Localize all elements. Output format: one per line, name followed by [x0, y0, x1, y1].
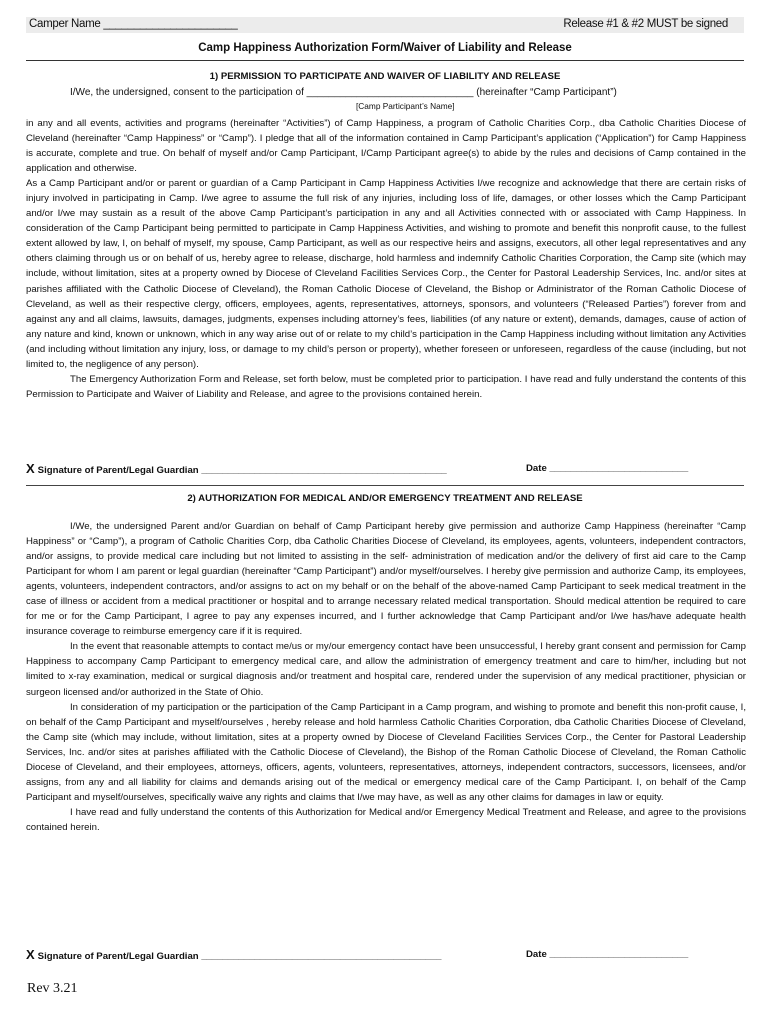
section2-signature-row	[26, 947, 746, 962]
section1-date-field[interactable]: Date __________________________	[526, 463, 689, 474]
section1-signature-row	[26, 461, 746, 476]
signature-x-mark: X	[26, 947, 35, 962]
form-title: Camp Happiness Authorization Form/Waiver of Liability and Release	[198, 42, 572, 54]
camper-name-field[interactable]: Camper Name ______________________	[29, 18, 238, 30]
section2-heading: 2) AUTHORIZATION FOR MEDICAL AND/OR EMERGENCY TREATMENT AND RELEASE	[187, 493, 583, 504]
section2-body	[26, 519, 746, 835]
section1-heading: 1) PERMISSION TO PARTICIPATE AND WAIVER OF LIABILITY AND RELEASE	[209, 71, 561, 82]
section2-paragraph-3: In consideration of my participation or the participation of the Camp Participant in a Camp program, and wishing to promote and benefit this non-profit cause, I, on behalf of the Camp Participant and myself/ourselves , hereby release and hold harmless Catholic Charities Corporation, dba Catholic Charities Diocese of Cleveland, the Camp site (which may include, without limitation, sites at a property owned by Diocese of Cleveland Facilities Services Corp., the Center for Pastoral Leadership Services, Inc. and/or sites at parishes affiliated with the Catholic Diocese of Cleveland), the Bishop of the Roman Catholic Diocese of Cleveland, the Roman Catholic Diocese of Cleveland, and their employees, attorneys, officers, agents, volunteers, representatives, attorneys, independent contractors, successors, licensees, and/or assigns, from any and all liability for claims and demands arising out of the medical or emergency medical care of the Camp Participant. I, on behalf of the Camp Participant and myself/ourselves, specifically waive any rights and claims that I/we may have, as well as any other claims for damages in law or equity.	[26, 701, 746, 803]
section1-paragraph-3: The Emergency Authorization Form and Release, set forth below, must be completed prior to participation. I have read and fully understand the contents of this Permission to Participate and Waiver of Liability and Release, and agree to the provisions contained herein.	[26, 373, 746, 400]
section1-signature-field[interactable]: Signature of Parent/Legal Guardian ______________________________________________	[37, 465, 447, 476]
participant-name-caption: [Camp Participant’s Name]	[356, 101, 455, 111]
title-divider	[26, 60, 744, 61]
section-divider	[26, 485, 744, 486]
participant-name-field[interactable]: I/We, the undersigned, consent to the participation of ______________________________ (hereinafter “Camp Participant”)	[70, 87, 617, 98]
section2-paragraph-1: I/We, the undersigned Parent and/or Guardian on behalf of Camp Participant hereby give permission and authorize Camp Happiness (hereinafter “Camp Happiness” or “Camp”), a program of Catholic Charities Corp, dba Catholic Charities Diocese of Cleveland, its employees, agents, volunteers, independent contractors, and/or assigns, to provide medical care including but not limited to assisting in the self- administration of medication and/or the delivery of first aid care to the Camp Participant for whom I am parent or legal guardian (hereinafter “Camp Participant”) and/or myself/ourselves. I hereby give permission and authorize Camp, its employees, agents, volunteers, independent contractors, and/or assigns to act on my behalf or on the behalf of the above-named Camp Participant to seek medical treatment in the case of illness or accident from a medical practitioner or hospital and to arrange necessary related medical transportation. Should medical attention be required to care for me or for the Camp Participant, I agree to pay any expenses incurred, and I further acknowledge that Camp Participant and/or I/we has/have adequate health insurance coverage to reimburse emergency care if it is required.	[26, 521, 746, 638]
section1-paragraph-1: in any and all events, activities and programs (hereinafter “Activities”) of Camp Happiness, a program of Catholic Charities Corp., dba Catholic Charities Diocese of Cleveland (hereinafter “Camp Happiness” or “Camp”). I pledge that all of the information contained in Camp Participant’s application (“Application”) for Camp Happiness is accurate, complete and true. On behalf of myself and/or Camp Participant, I/Camp Participant agree(s) to abide by the rules and decisions of Camp contained in the application and otherwise.	[26, 118, 746, 175]
section2-paragraph-2: In the event that reasonable attempts to contact me/us or my/our emergency contact have been unsuccessful, I hereby grant consent and permission for Camp Happiness to accompany Camp Participant to emergency medical care, and allow the administration of emergency treatment and care to him/her, including but not limited to x-ray examination, medical or surgical diagnosis and/or treatment and hospital care, rendered under the supervision of any medical practitioner, physician or surgeon licensed and/or authorized in the State of Ohio.	[26, 641, 746, 698]
section1-body	[26, 116, 746, 402]
release-note: Release #1 & #2 MUST be signed	[563, 18, 728, 30]
section1-paragraph-2: As a Camp Participant and/or or parent or guardian of a Camp Participant in Camp Happiness Activities I/we recognize and acknowledge that there are certain risks of injury involved in participating in Camp. I/we agree to assume the full risk of any injuries, including loss of life, damages, or other losses which the Camp Participant and/or I/we may sustain as a result of the above Camp Participant’s participation in any and all Activities connected with or associated with Camp Happiness. In consideration of the Camp Participant being permitted to participate in Camp Happiness Activities, and wishing to promote and benefit this nonprofit cause, to the fullest extent allowed by law, I, on behalf of myself, my spouse, Camp Participant, as well as our respective heirs and assigns, executors, all other legal representatives and any others claiming through us or on behalf of us, hereby agree to release, discharge, hold harmless and indemnify Catholic Charities Corporation, the Camp site (which may include, without limitation, sites at a property owned by Diocese of Cleveland Facilities Services Corp., the Center for Pastoral Leadership Services, Inc. and/or sites at parishes affiliated with the Catholic Diocese of Cleveland), the Roman Catholic Diocese of Cleveland, the Bishop or Administrator of the Roman Catholic Diocese of Cleveland, as well as their respective clergy, officers, employees, agents, representatives, attorneys, sponsors, and volunteers (“Released Parties”) forever from and against any and all claims, lawsuits, damages, judgments, expenses including attorney’s fees, liabilities (of any nature or extent), demands, damages, cause of action of any nature and kind, known or unknown, which in any way arise out of or relate to my child’s participation in the Camp Happiness including without limitation any Activities (and including without limitation any injury, loss, or damage to my child’s person or property), whether foreseen or unforeseen, regardless of the cause (including, but not limited to, the negligence of any person).	[26, 178, 746, 370]
header-bar	[26, 17, 744, 33]
section2-date-field[interactable]: Date __________________________	[526, 949, 689, 960]
section2-paragraph-4: I have read and fully understand the contents of this Authorization for Medical and/or Emergency Medical Treatment and Release, and agree to the provisions contained herein.	[26, 806, 746, 833]
section2-signature-field[interactable]: Signature of Parent/Legal Guardian _____________________________________________	[37, 951, 442, 962]
signature-x-mark: X	[26, 461, 35, 476]
revision-label: Rev 3.21	[27, 981, 78, 996]
